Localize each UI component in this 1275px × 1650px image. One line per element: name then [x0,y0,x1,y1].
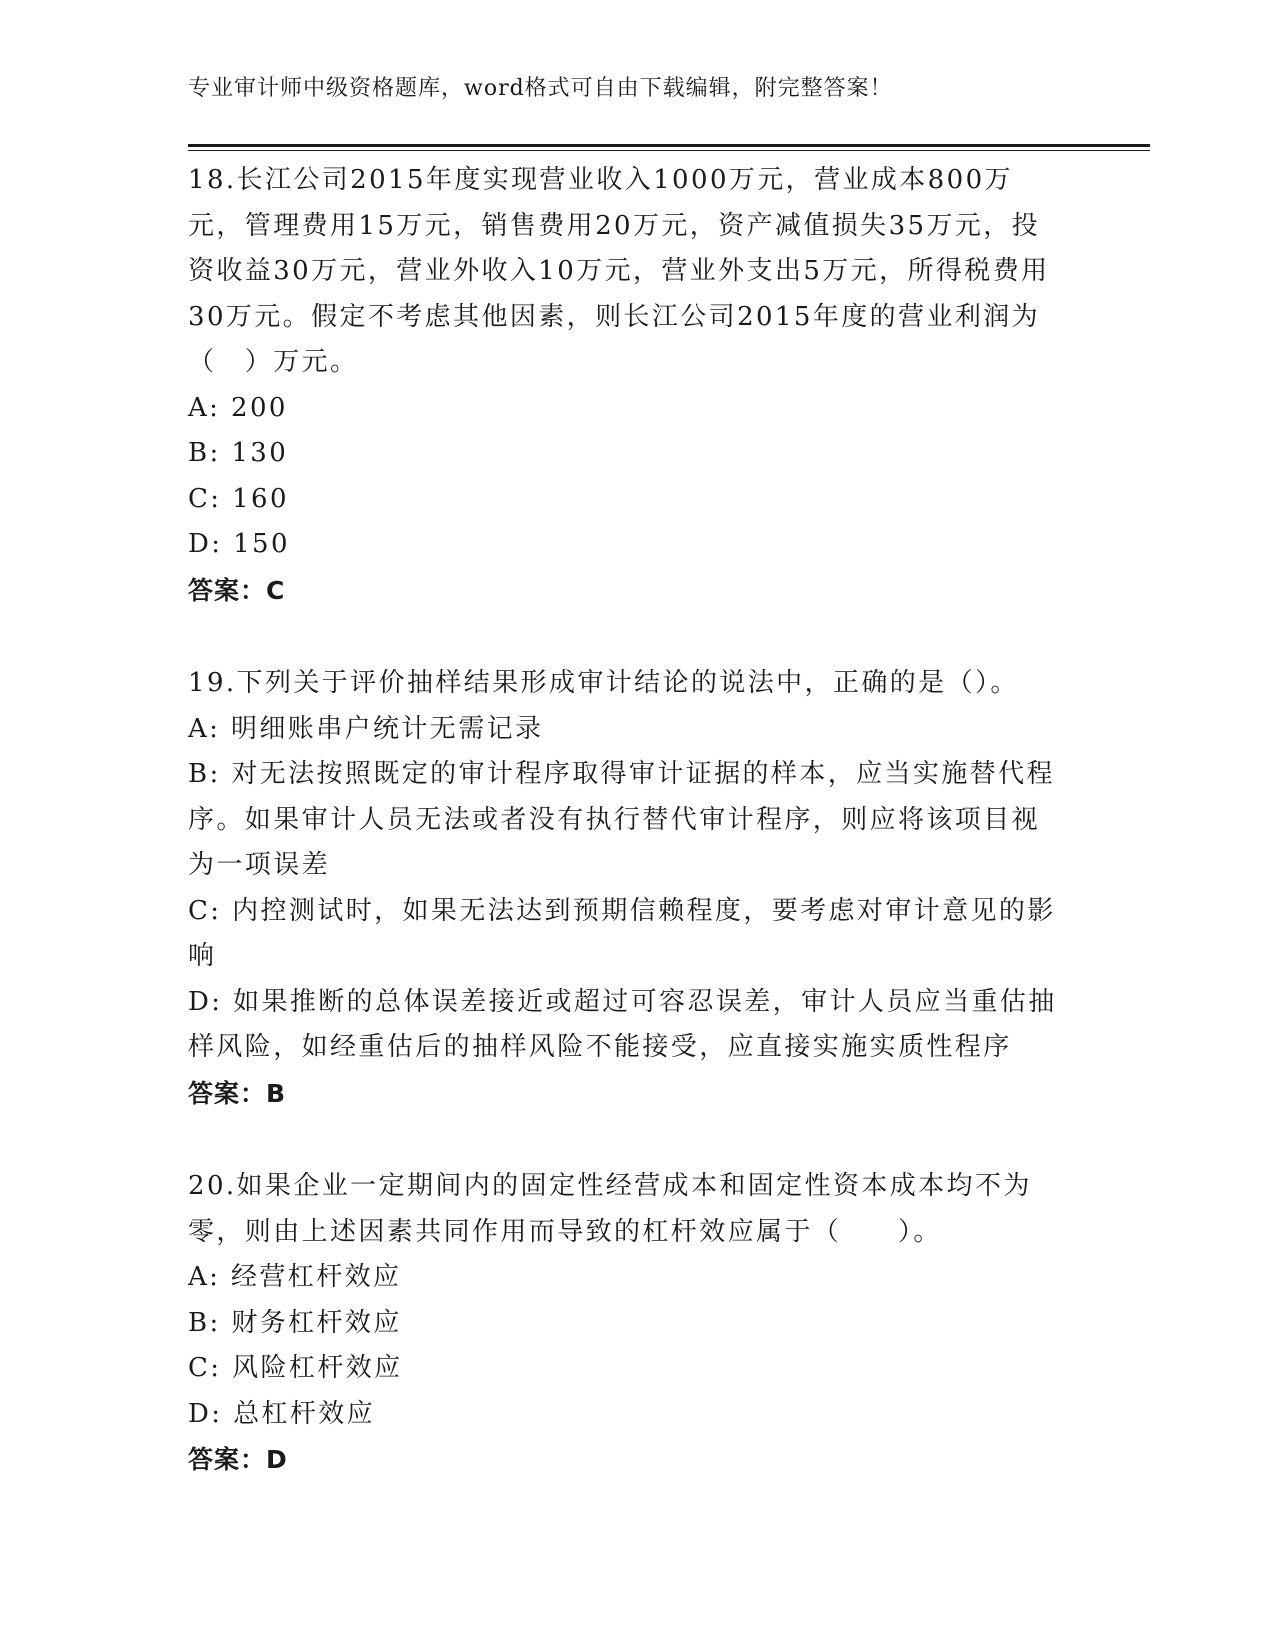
option-d: D: 如果推断的总体误差接近或超过可容忍误差，审计人员应当重估抽样风险，如经重估后的抽样风险不能接受，应直接实施实质性程序 [188,986,1057,1062]
option-c: C: 风险杠杆效应 [188,1353,403,1383]
option-a: A: 200 [188,392,288,423]
option-c: C: 内控测试时，如果无法达到预期信赖程度，要考虑对审计意见的影响 [188,895,1056,971]
question-text: 20.如果企业一定期间内的固定性经营成本和固定性资本成本均不为零，则由上述因素共同作用而导致的杠杆效应属于（ ）。 [188,1171,1032,1247]
answer-label: 答案：D [188,1445,288,1474]
option-d: D: 150 [188,529,290,559]
question-20 [188,1164,1088,1483]
option-b: B: 130 [188,438,289,468]
question-text: 18.长江公司2015年度实现营业收入1000万元，营业成本800万元，管理费用15万元，销售费用20万元，资产减值损失35万元，投资收益30万元，营业外收入10万元，营业外支出5万元，所得税费用30万元。假定不考虑其他因素，则长江公司2015年度的营业利润为（ ）万元。 [188,165,1050,377]
answer-label: 答案：C [188,575,286,605]
question-19 [188,661,1088,1116]
page-header: 专业审计师中级资格题库，word格式可自由下载编辑，附完整答案！ [188,76,893,101]
option-b: B: 财务杠杆效应 [188,1307,402,1338]
header-rule-thin [188,150,1150,151]
answer-label: 答案：B [188,1078,287,1108]
option-a: A: 经营杠杆效应 [188,1262,402,1292]
option-c: C: 160 [188,483,289,514]
question-text: 19.下列关于评价抽样结果形成审计结论的说法中，正确的是（）。 [188,668,1019,698]
question-18 [188,158,1088,613]
question-spacer [188,1116,1088,1164]
question-spacer [188,613,1088,661]
header-rule-thick [188,144,1150,147]
option-d: D: 总杠杆效应 [188,1398,376,1429]
option-a: A: 明细账串户统计无需记录 [188,713,544,744]
option-b: B: 对无法按照既定的审计程序取得审计证据的样本，应当实施替代程序。如果审计人员无法或者没有执行替代审计程序，则应将该项目视为一项误差 [188,759,1055,880]
question-list [188,158,1088,1483]
